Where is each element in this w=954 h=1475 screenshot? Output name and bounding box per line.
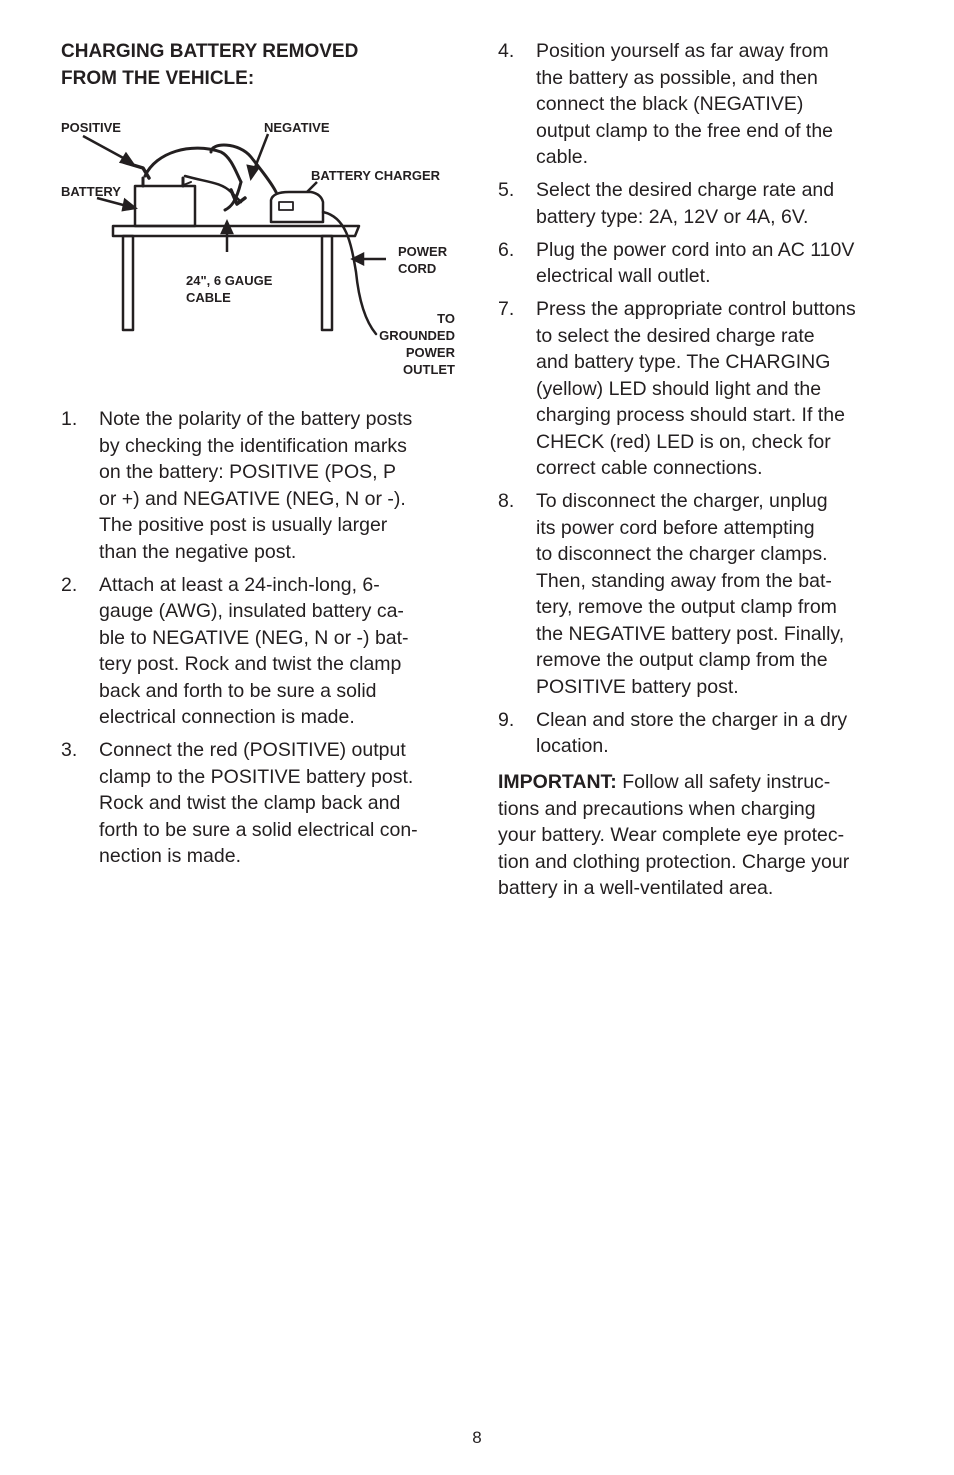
step-line: Clean and store the charger in a dry	[536, 708, 848, 731]
step-line: CHECK (red) LED is on, check for	[536, 430, 831, 453]
important-line	[498, 769, 849, 796]
battery-label: BATTERY	[61, 184, 121, 199]
cable-label-line: CABLE	[186, 290, 231, 305]
step-line: (yellow) LED should light and the	[536, 377, 822, 400]
step-line: To disconnect the charger, unplug	[536, 490, 828, 512]
step-item	[61, 406, 418, 565]
important-line: battery in a well-ventilated area.	[498, 877, 774, 899]
important-line: your battery. Wear complete eye protec-	[498, 824, 845, 846]
battery-charger-label: BATTERY CHARGER	[311, 168, 441, 183]
step-number: 4.	[498, 40, 515, 62]
step-line: connect the black (NEGATIVE)	[536, 93, 804, 115]
step-line: Position yourself as far away from	[536, 40, 829, 62]
important-note	[498, 769, 849, 902]
step-line: electrical wall outlet.	[536, 265, 711, 287]
important-text: Follow all safety instruc-	[616, 771, 831, 793]
right-steps-list	[498, 38, 856, 766]
outlet-label-line: TO	[437, 311, 455, 326]
step-line: Then, standing away from the bat-	[536, 569, 832, 592]
step-number: 7.	[498, 298, 515, 320]
step-line: Connect the red (POSITIVE) output	[99, 739, 406, 761]
heading-line: FROM THE VEHICLE:	[61, 68, 255, 89]
step-number: 3.	[61, 739, 78, 761]
step-item	[498, 237, 856, 290]
important-label: IMPORTANT:	[498, 771, 617, 793]
step-item	[498, 707, 856, 760]
important-line: tions and precautions when charging	[498, 797, 816, 820]
step-line: nection is made.	[99, 845, 241, 867]
step-line: Rock and twist the clamp back and	[99, 792, 401, 814]
step-line: by checking the identification marks	[99, 434, 407, 457]
step-line: to select the desired charge rate	[536, 324, 815, 347]
step-line: on the battery: POSITIVE (POS, P	[99, 461, 396, 483]
negative-label: NEGATIVE	[264, 120, 330, 135]
step-line: clamp to the POSITIVE battery post.	[99, 765, 414, 788]
step-item	[498, 488, 856, 700]
positive-label: POSITIVE	[61, 120, 121, 135]
page-number: 8	[472, 1428, 482, 1447]
step-line: gauge (AWG), insulated battery ca-	[99, 600, 404, 622]
step-line: and battery type. The CHARGING	[536, 351, 831, 373]
step-line: electrical connection is made.	[99, 706, 355, 728]
power-cord-label	[398, 243, 447, 277]
power-cord-label-line: CORD	[398, 261, 437, 276]
outlet-label-line: OUTLET	[403, 362, 455, 377]
step-line: battery type: 2A, 12V or 4A, 6V.	[536, 205, 809, 228]
step-number: 8.	[498, 490, 515, 512]
step-line: back and forth to be sure a solid	[99, 679, 377, 702]
step-line: correct cable connections.	[536, 457, 763, 479]
step-line: to disconnect the charger clamps.	[536, 543, 828, 565]
step-line: or +) and NEGATIVE (NEG, N or -).	[99, 487, 406, 510]
left-steps-list	[61, 406, 418, 876]
power-cord-label-line: POWER	[398, 244, 448, 259]
section-heading	[61, 38, 459, 92]
step-line: remove the output clamp from the	[536, 649, 828, 671]
step-line: charging process should start. If the	[536, 404, 845, 426]
step-line: tery, remove the output clamp from	[536, 596, 837, 618]
step-line: the NEGATIVE battery post. Finally,	[536, 622, 845, 645]
battery-charging-diagram	[61, 112, 459, 384]
step-line: location.	[536, 735, 609, 757]
step-line: ble to NEGATIVE (NEG, N or -) bat-	[99, 626, 409, 649]
step-line: cable.	[536, 146, 589, 168]
step-item	[498, 177, 856, 230]
heading-line: CHARGING BATTERY REMOVED	[61, 41, 359, 62]
step-line: Plug the power cord into an AC 110V	[536, 238, 855, 261]
step-line: Attach at least a 24-inch-long, 6-	[99, 573, 380, 596]
step-item	[61, 572, 418, 731]
step-number: 9.	[498, 708, 515, 731]
outlet-label-line: POWER	[405, 345, 455, 360]
cable-label-line: 24", 6 GAUGE	[186, 273, 273, 288]
step-line: Select the desired charge rate and	[536, 179, 835, 201]
step-line: than the negative post.	[99, 540, 297, 563]
outlet-label	[379, 310, 455, 378]
step-line: Press the appropriate control buttons	[536, 298, 856, 320]
step-number: 1.	[61, 408, 78, 430]
step-item	[498, 296, 856, 482]
step-line: its power cord before attempting	[536, 516, 815, 539]
step-line: POSITIVE battery post.	[536, 675, 739, 698]
important-line: tion and clothing protection. Charge your	[498, 850, 850, 873]
step-line: tery post. Rock and twist the clamp	[99, 653, 402, 675]
step-item	[61, 737, 418, 870]
step-line: The positive post is usually larger	[99, 514, 388, 536]
step-number: 2.	[61, 573, 78, 596]
outlet-label-line: GROUNDED	[379, 328, 455, 343]
step-item	[498, 38, 856, 171]
cable-label	[186, 272, 272, 306]
step-line: the battery as possible, and then	[536, 66, 818, 89]
step-line: output clamp to the free end of the	[536, 119, 834, 142]
step-number: 6.	[498, 238, 515, 261]
step-number: 5.	[498, 179, 515, 201]
step-line: forth to be sure a solid electrical con-	[99, 818, 418, 841]
step-line: Note the polarity of the battery posts	[99, 408, 413, 430]
